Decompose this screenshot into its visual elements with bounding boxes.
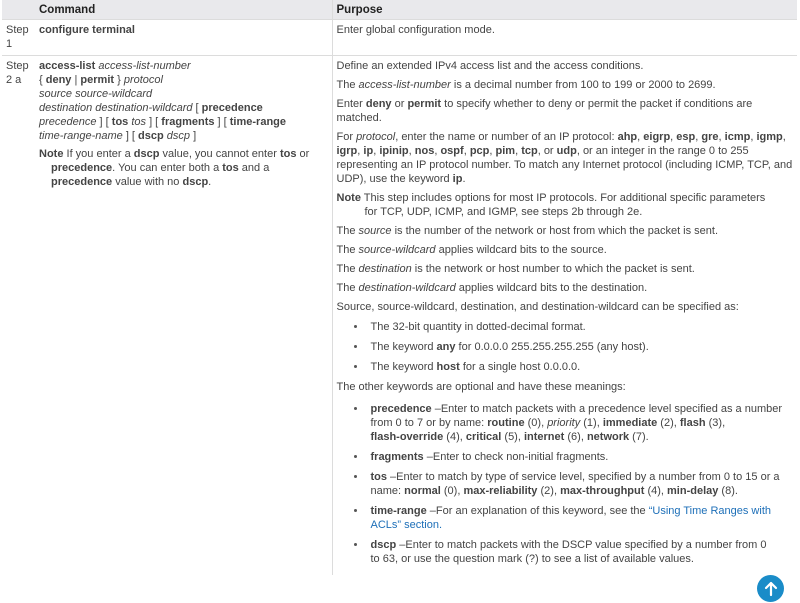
command-syntax: access-list access-list-number { deny | permit } protocol source source-wildcard destination destination-wildcard [ precedence precedence ] [ tos tos ] [ fragments ] [ time-range time-range-name ] [ dscp dscp ] (39, 60, 287, 142)
table-row (2, 56, 797, 576)
step-cell: Step 1 (2, 20, 35, 56)
list-item: • tos –Enter to match by type of service level, specified by a number from 0 to 15 or a name: normal (0), max-reliability (2), max-throughput (4), min-delay (8). (367, 470, 794, 498)
purpose-intro: Define an extended IPv4 access list and the access conditions. (336, 60, 644, 72)
table-row (2, 20, 797, 56)
protocol-keyword: igmp (756, 131, 783, 143)
command-text: configure terminal (39, 24, 135, 36)
list-item: • The keyword any for 0.0.0.0 255.255.255.255 (any host). (367, 340, 794, 354)
command-cell (35, 56, 332, 576)
purpose-destination-wildcard: The destination-wildcard applies wildcard bits to the destination. (336, 282, 648, 294)
list-item: • time-range –For an explanation of this keyword, see the “Using Time Ranges with ACLs” section. (367, 504, 794, 532)
list-item: • dscp –Enter to match packets with the DSCP value specified by a number from 0 to 63, or use the question mark (?) to see a list of available values. (367, 538, 794, 566)
purpose-destination: The destination is the network or host number to which the packet is sent. (336, 263, 695, 275)
purpose-protocol: For protocol, enter the name or number of an IP protocol: ahp, eigrp, esp, gre, icmp, igmp, igrp, ip, ipinip, nos, ospf, pcp, pim, tcp, or udp, or an integer in the range 0 to 255 representing an IP protocol number. To match any Internet protocol (including ICMP, TCP, and UDP), use the keyword ip. (336, 131, 793, 185)
purpose-number: The access-list-number is a decimal number from 100 to 199 or 2000 to 2699. (336, 79, 716, 91)
purpose-other: The other keywords are optional and have these meanings: (336, 381, 626, 393)
protocol-keyword: icmp (724, 131, 751, 143)
protocol-keyword: pcp (469, 145, 490, 157)
header-step (2, 0, 35, 20)
step-cell: Step 2 a (2, 56, 35, 576)
protocol-list: ahp, eigrp, esp, gre, icmp, igmp, igrp, ip, ipinip, nos, ospf, pcp, pim, tcp, (336, 131, 786, 157)
header-command: Command (35, 0, 332, 20)
header-purpose: Purpose (332, 0, 797, 20)
protocol-keyword: pim (495, 145, 516, 157)
command-cell (35, 20, 332, 56)
purpose-cell: Enter global configuration mode. (332, 20, 797, 56)
protocol-keyword: tcp (521, 145, 538, 157)
protocol-keyword: esp (676, 131, 696, 143)
protocol-keyword: eigrp (643, 131, 671, 143)
protocol-keyword: igrp (336, 145, 358, 157)
purpose-source: The source is the number of the network or host from which the packet is sent. (336, 225, 719, 237)
list-item: • precedence –Enter to match packets with a precedence level specified as a number from 0 to 7 or by name: routine (0), priority (1), immediate (2), flash (3), flash-override (4), critical (5), internet (6), network (7). (367, 402, 794, 444)
purpose-deny-permit: Enter deny or permit to specify whether to deny or permit the packet if conditions are matched. (336, 98, 753, 124)
protocol-keyword: nos (414, 145, 435, 157)
protocol-keyword: gre (701, 131, 719, 143)
purpose-source-wildcard: The source-wildcard applies wildcard bits to the source. (336, 244, 607, 256)
purpose-spec: Source, source-wildcard, destination, and destination-wildcard can be specified as: (336, 301, 739, 313)
protocol-keyword: ahp (617, 131, 638, 143)
table-header-row (2, 0, 797, 20)
arrow-up-icon (764, 581, 778, 597)
scroll-to-top-button[interactable] (757, 575, 784, 602)
command-table (2, 0, 797, 575)
protocol-keyword: ospf (440, 145, 464, 157)
address-format-list (337, 320, 794, 374)
purpose-note: Note This step includes options for most IP protocols. For additional specific parameters for TCP, UDP, ICMP, and IGMP, see steps 2b through 2e. (336, 192, 766, 218)
time-ranges-link[interactable]: “Using Time Ranges with ACLs” section. (370, 505, 771, 531)
list-item: • The 32-bit quantity in dotted-decimal format. (367, 320, 794, 334)
command-note: Note If you enter a dscp value, you cannot enter tos or precedence. You can enter both a tos and a precedence value with no dscp. (39, 148, 310, 188)
protocol-keyword: ipinip (379, 145, 409, 157)
list-item: • fragments –Enter to check non-initial fragments. (367, 450, 794, 464)
purpose-cell (332, 56, 797, 576)
keyword-list (337, 402, 794, 566)
protocol-keyword: ip (363, 145, 374, 157)
list-item: • The keyword host for a single host 0.0.0.0. (367, 360, 794, 374)
